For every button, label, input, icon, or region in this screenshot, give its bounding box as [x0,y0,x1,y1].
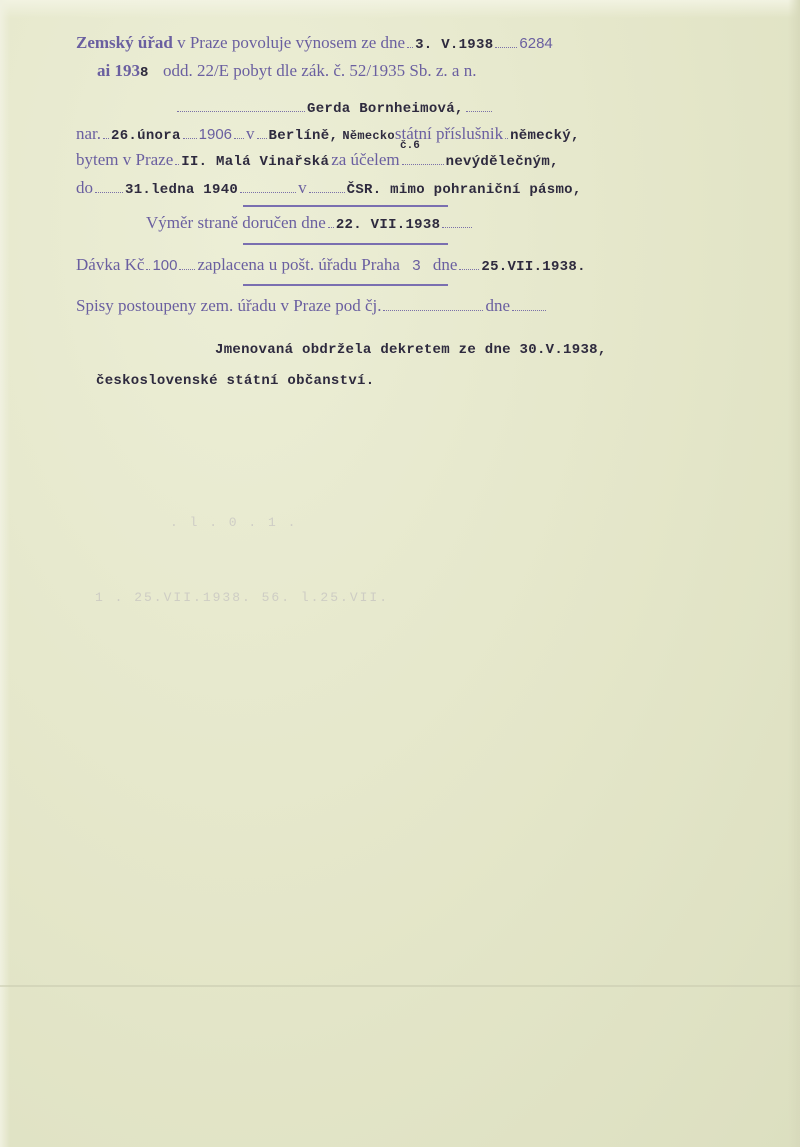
files-date-label: dne [485,296,511,315]
fee-paid-label: zaplacena u pošt. úřadu Praha [197,255,400,274]
permit-line-4 [76,124,580,144]
citizenship-note-2: československé státní občanství. [96,373,375,389]
permit-decree-label: v Praze povoluje výnosem ze dne [177,33,406,52]
files-label: Spisy postoupeny zem. úřadu v Praze pod čj. [76,296,382,315]
year-digit: 8 [139,65,149,81]
decree-date: 3. V.1938 [415,37,494,53]
person-name: Gerda Bornheimová, [307,101,464,117]
in-label-2: v [298,178,307,197]
until-label: do [76,178,93,197]
paper-crease [0,985,800,987]
served-line [146,213,474,233]
fee-label: Dávka Kč [76,255,145,274]
citizenship-note-1: Jmenovaná obdržela dekretem ze dne 30.V.1938, [215,342,607,358]
birth-year: 1906 [198,126,233,143]
show-through-mark: . l . 0 . 1 . [170,515,298,530]
citizenship-label: státní příslušnik [394,124,504,143]
year-prefix: ai 193 [97,61,140,80]
born-label: nar. [76,124,102,143]
birth-day: 26.února [111,128,181,144]
fee-date: 25.VII.1938. [481,259,586,275]
permit-line-1 [76,33,553,53]
paper-edge-top [0,0,800,18]
birth-place: Berlíně, [268,128,339,144]
address: II. Malá Vinařská [181,154,330,170]
house-number: č.6 [400,140,420,152]
served-label: Výměr straně doručen dne [146,213,326,232]
citizenship-value: německý, [510,128,580,144]
files-line [76,296,548,316]
show-through-mark: 1 . 25.VII.1938. 56. l.25.VII. [95,590,390,605]
divider-rule [243,284,448,286]
served-date: 22. VII.1938 [335,217,441,233]
fee-date-label: dne [432,255,458,274]
residence-label: bytem v Praze [76,150,174,169]
permit-line-6 [76,178,582,198]
divider-rule [243,243,448,245]
law-reference: odd. 22/E pobyt dle zák. č. 52/1935 Sb. z. a n. [162,61,477,80]
region: ČSR. mimo pohraniční pásmo, [346,182,582,198]
divider-rule [243,205,448,207]
permit-line-5 [76,150,559,170]
decree-reference: 6284 [519,35,553,52]
permit-line-2 [97,61,476,81]
purpose-label: za účelem [331,150,400,169]
permit-line-3 [175,97,494,117]
paper-edge-right [788,0,800,1147]
fee-line [76,255,586,275]
office-name: Zemský úřad [76,33,173,52]
fee-amount: 100 [152,257,178,274]
purpose-value: nevýdělečným, [445,154,559,170]
citizenship-prefix: Německo [342,129,395,143]
in-label: v [246,124,255,143]
valid-until: 31.ledna 1940 [125,182,239,198]
post-office-number: 3 [412,257,421,274]
paper-edge-left [0,0,10,1147]
